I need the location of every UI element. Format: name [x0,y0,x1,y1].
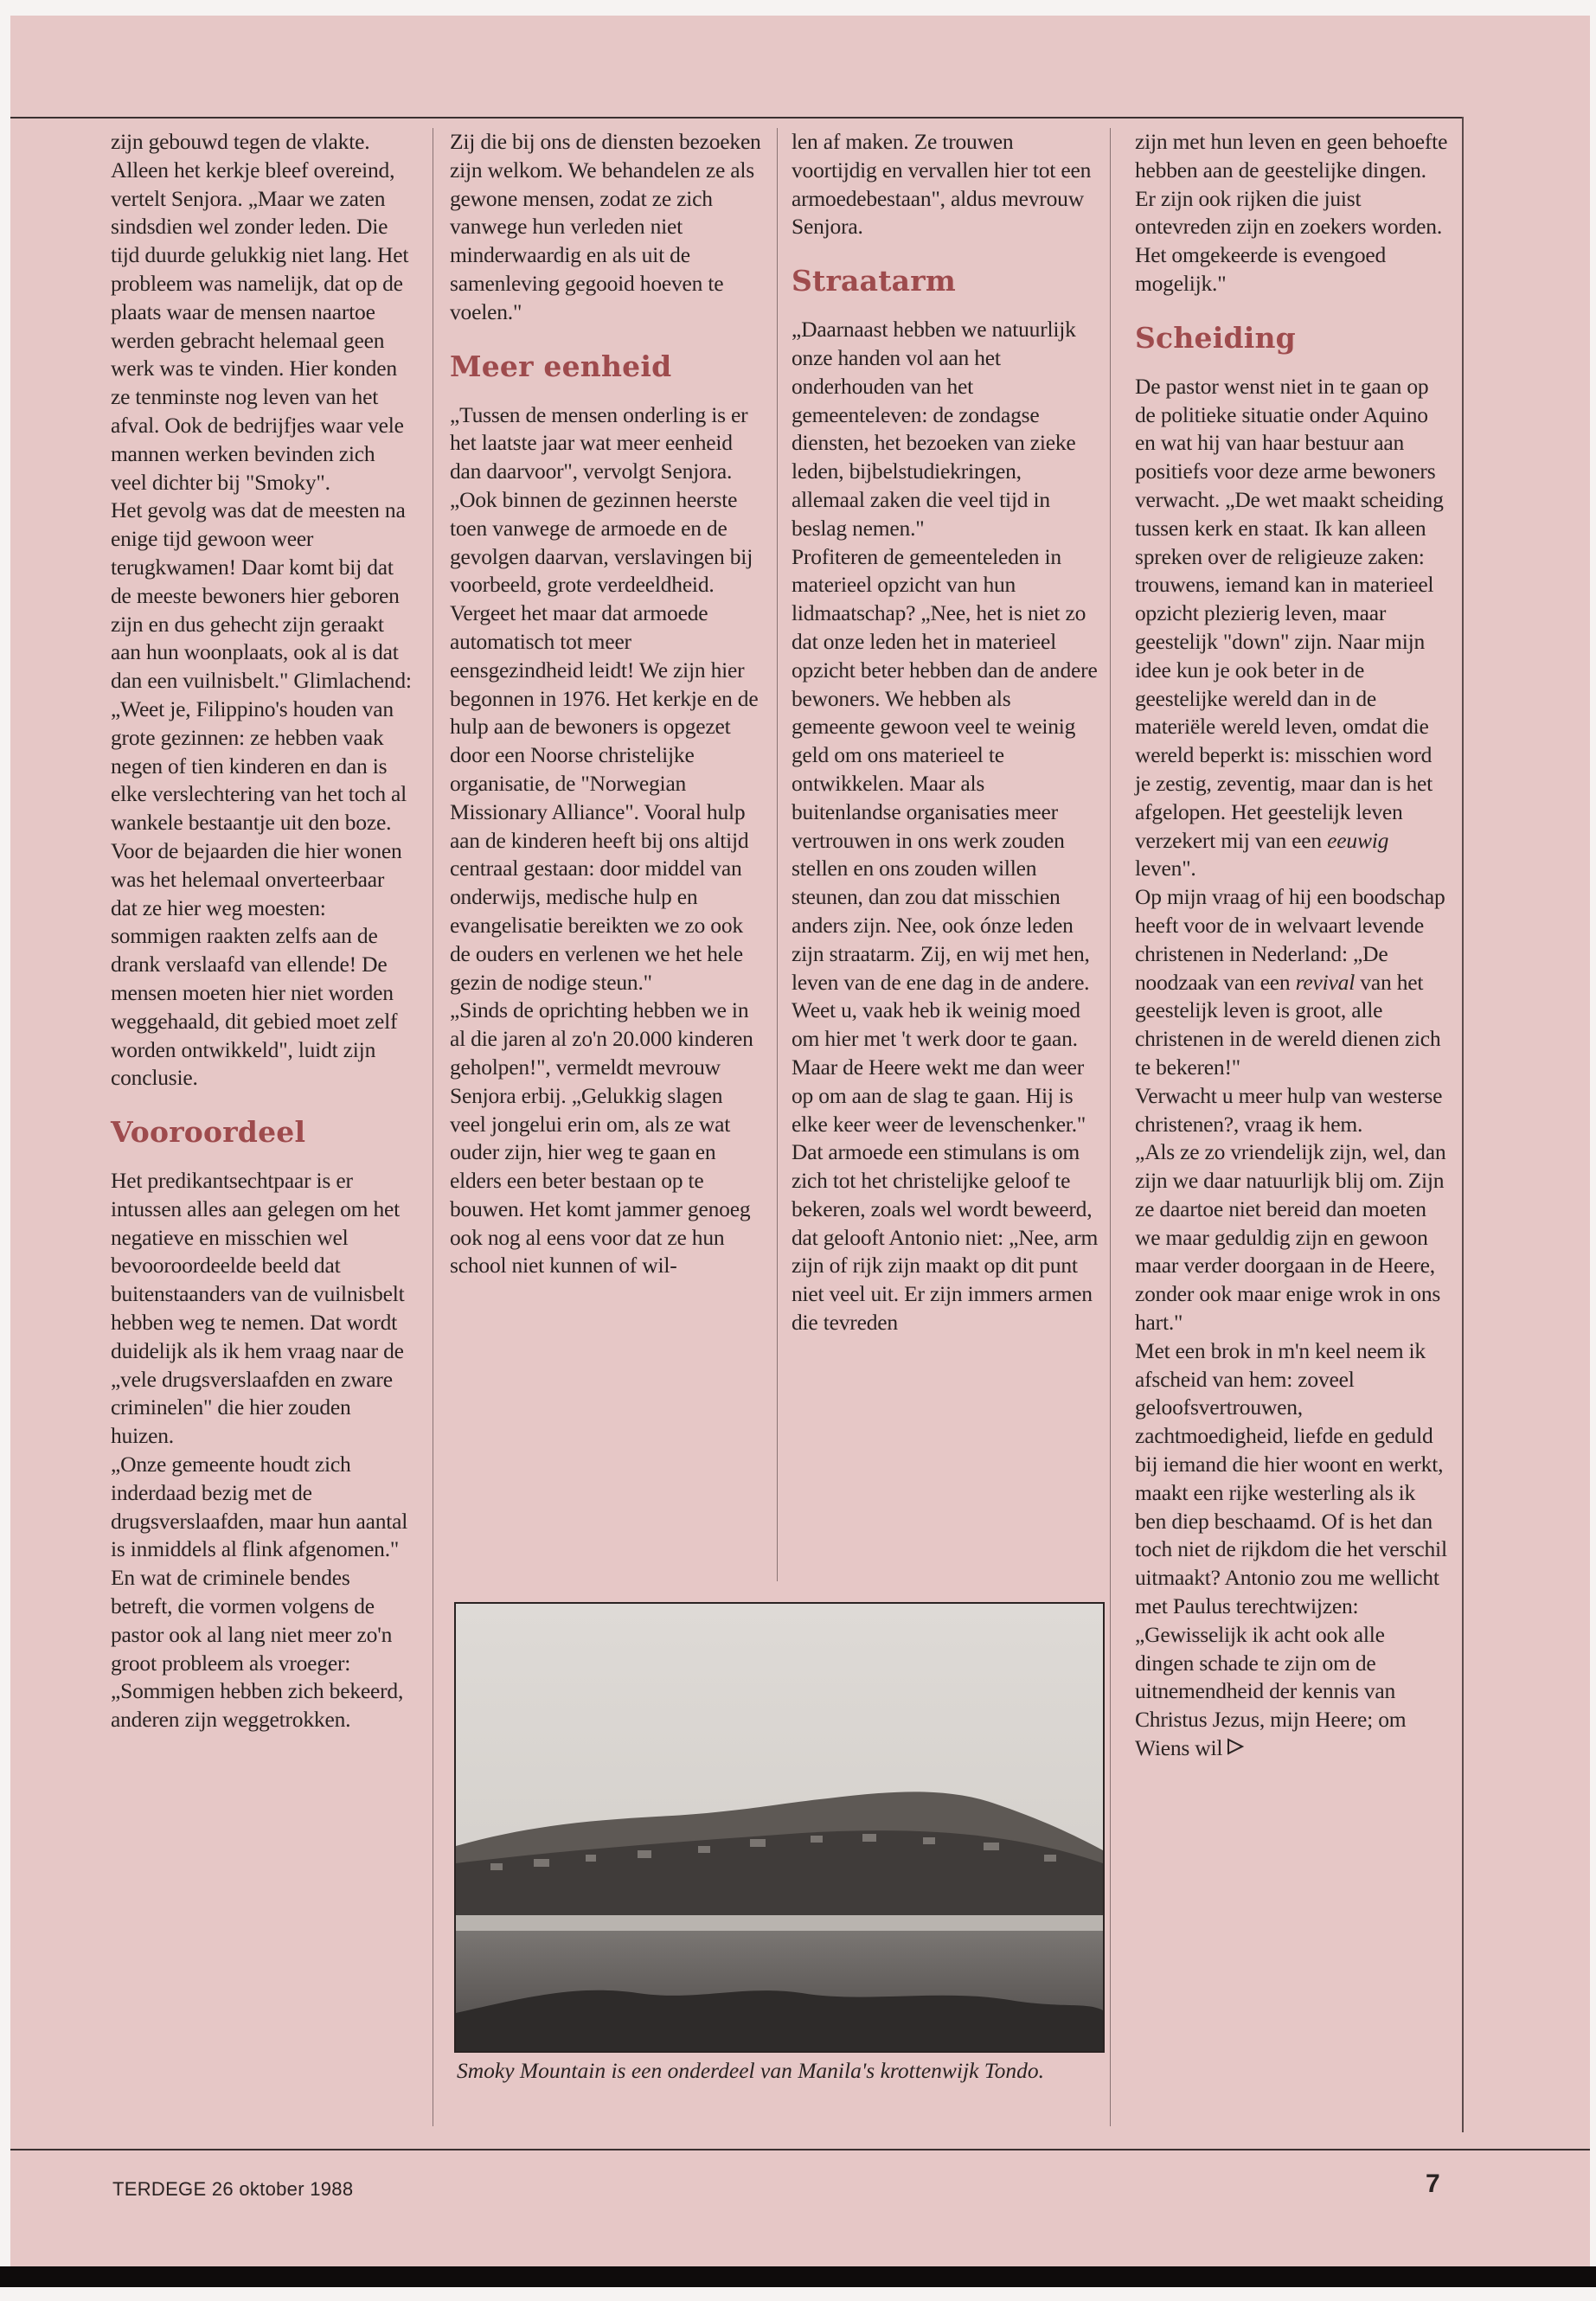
paragraph: Profiteren de gemeenteleden in materieel opzicht van hun lidmaatschap? „Nee, het is niet zo dat onze leden het in materieel opzicht beter hebben dan de andere bewoners. We hebben als gemeente gewoon veel te weinig geld om ons materieel te ontwikkelen. Maar als buitenlandse organisaties meer vertrouwen in ons werk zouden stellen en ons zouden willen steunen, dan zou dat misschien anders zijn. Nee, ook ónze leden zijn straatarm. Zij, en wij met hen, leven van de ene dag in de andere. [792,543,1098,995]
column-2 [450,128,763,1280]
section-heading-straatarm: Straatarm [792,264,956,298]
column-divider-3 [1110,128,1111,2126]
photo-caption: Smoky Mountain is een onderdeel van Manila's krottenwijk Tondo. [457,2058,1044,2083]
column-3 [792,128,1099,1337]
publication-info: TERDEGE 26 oktober 1988 [112,2178,354,2200]
section-heading-vooroordeel: Vooroordeel [111,1115,306,1150]
column-1 [111,128,415,1734]
photo-illustration [456,1604,1103,2051]
continue-arrow-icon [1226,1734,1245,1763]
paragraph: Weet u, vaak heb ik weinig moed om hier met 't werk door te gaan. Maar de Heere wekt me dan weer op om aan de slag te gaan. Hij is elke keer weer de levenschenker." Dat armoede een stimulans is om zich tot het christelijke geloof te bekeren, zoals wel wordt beweerd, dat gelooft Antonio niet: „Nee, arm zijn of rijk zijn maakt op dit punt niet veel uit. Er zijn immers armen die tevreden [792,997,1099,1336]
paragraph: De pastor wenst niet in te gaan op de politieke situatie onder Aquino en wat hij van haar bestuur aan positiefs voor deze arme bewoners verwacht. „De wet maakt scheiding tussen kerk en staat. Ik kan alleen spreken over de religieuze zaken: trouwens, iemand kan in materieel opzicht plezierig leven, maar geestelijk "down" zijn. Naar mijn idee kun je ook beter in de geestelijke wereld dan in de materiële wereld leven, omdat die wereld beperkt is: misschien word je zestig, zeventig, maar dan is het afgelopen. Het geestelijk leven verzekert mij van een eeuwig leven". [1135,373,1444,881]
paragraph: Het gevolg was dat de meesten na enige tijd gewoon weer terugkwamen! Daar komt bij dat de meeste bewoners hier geboren zijn en dus gehecht zijn geraakt aan hun woonplaats, ook al is dat dan een vuilnisbelt." Glimlachend: „Weet je, Filippino's houden van grote gezinnen: ze hebben vaak negen of tien kinderen en dan is elke verslechtering van het toch al wankele bestaantje uit den boze. Voor de bejaarden die hier wonen was het helemaal onverteerbaar dat ze hier weg moesten: sommigen raakten zelfs aan de drank verslaafd van ellende! De mensen moeten hier niet worden weggehaald, dit gebied moet zelf worden ontwikkeld", luidt zijn conclusie. [111,497,412,1091]
paragraph: Op mijn vraag of hij een boodschap heeft voor de in welvaart levende christenen in Nederland: „De noodzaak van een revival van het geestelijk leven is groot, alle christenen in de wereld dienen zich te bekeren!" [1135,884,1445,1080]
top-rule [10,117,1464,119]
column-divider-2 [777,128,778,1581]
section-heading-meer-eenheid: Meer eenheid [450,349,672,383]
right-border-rule [1462,117,1464,2132]
paragraph: zijn gebouwd tegen de vlakte. Alleen het kerkje bleef overeind, vertelt Senjora. „Maar we zaten sindsdien wel zonder leden. Die tijd duurde gelukkig niet lang. Het probleem was namelijk, dat op de plaats waar de mensen naartoe werden gebracht helemaal geen werk was te vinden. Hier konden ze tenminste nog leven van het afval. Ook de bedrijfjes waar vele mannen werken bevinden zich veel dichter bij "Smoky". [111,129,409,495]
paragraph: Zij die bij ons de diensten bezoeken zijn welkom. We behandelen ze als gewone mensen, zodat ze zich vanwege hun verleden niet minderwaardig en als uit de samenleving gegooid hoeven te voelen." [450,129,761,324]
section-heading-scheiding: Scheiding [1135,320,1296,355]
page-number: 7 [1426,2170,1440,2198]
paragraph: „Onze gemeente houdt zich inderdaad bezig met de drugsverslaafden, maar hun aantal is inmiddels al flink afgenomen." En wat de criminele bendes betreft, die vormen volgens de pastor ook al lang niet meer zo'n groot probleem als vroeger: „Sommigen hebben zich bekeerd, anderen zijn weggetrokken. [111,1452,408,1733]
paragraph: Met een brok in m'n keel neem ik afscheid van hem: zoveel geloofsvertrouwen, zachtmoedigheid, liefde en geduld bij iemand die hier woont en werkt, maakt een rijke westerling als ik ben diep beschaamd. Of is het dan toch niet de rijkdom die het verschil uitmaakt? Antonio zou me wellicht met Paulus terechtwijzen: „Gewisselijk ik acht ook alle dingen schade te zijn om de uitnemendheid der kennis van Christus Jezus, mijn Heere; om Wiens wil [1135,1337,1448,1763]
paragraph: Verwacht u meer hulp van westerse christenen?, vraag ik hem. [1135,1082,1443,1137]
paragraph: „Daarnaast hebben we natuurlijk onze handen vol aan het onderhouden van het gemeenteleven: de zondagse diensten, het bezoeken van zieke leden, bijbelstudiekringen, allemaal zaken die veel tijd in beslag nemen." [792,317,1076,541]
paragraph: zijn met hun leven en geen behoefte hebben aan de geestelijke dingen. Er zijn ook rijken die juist ontevreden zijn en zoekers worden. Het omgekeerde is evengoed mogelijk." [1135,129,1448,296]
paragraph: „Tussen de mensen onderling is er het laatste jaar wat meer eenheid dan daarvoor", vervolgt Senjora. „Ook binnen de gezinnen heerste toen vanwege de armoede en de gevolgen daarvan, verslavingen bij voorbeeld, grote verdeeldheid. Vergeet het maar dat armoede automatisch tot meer eensgezindheid leidt! We zijn hier begonnen in 1976. Het kerkje en de hulp aan de bewoners is opgezet door een Noorse christelijke organisatie, de "Norwegian Missionary Alliance". Vooral hulp aan de kinderen heeft bij ons altijd centraal gestaan: door middel van onderwijs, medische hulp en evangelisatie bereikten we zo ook de ouders en verlenen we het hele gezin de nodige steun." [450,401,759,995]
photo-smoky-mountain [454,1602,1105,2053]
column-4 [1135,128,1448,1763]
paragraph: Het predikantsechtpaar is er intussen alles aan gelegen om het negatieve en misschien wel bevooroordeelde beeld dat buitenstaanders van de vuilnisbelt hebben weg te nemen. Dat wordt duidelijk als ik hem vraag naar de „vele drugsverslaafden en zware criminelen" die hier zouden huizen. [111,1168,405,1449]
scan-edge [0,2266,1596,2287]
footer-rule [10,2149,1590,2150]
paragraph: „Sinds de oprichting hebben we in al die jaren al zo'n 20.000 kinderen geholpen!", vermeldt mevrouw Senjora erbij. „Gelukkig slagen veel jongelui erin om, als ze wat ouder zijn, hier weg te gaan en elders een beter bestaan op te bouwen. Het komt jammer genoeg ook nog al eens voor dat ze hun school niet kunnen of wil- [450,997,753,1279]
paragraph: „Als ze zo vriendelijk zijn, wel, dan zijn we daar natuurlijk blij om. Zijn ze daartoe niet bereid dan moeten we maar geduldig zijn en gewoon maar verder doorgaan in de Heere, zonder ook maar enige wrok in ons hart." [1135,1139,1446,1336]
paragraph: len af maken. Ze trouwen voortijdig en vervallen hier tot een armoedebestaan", aldus mevrouw Senjora. [792,129,1092,240]
